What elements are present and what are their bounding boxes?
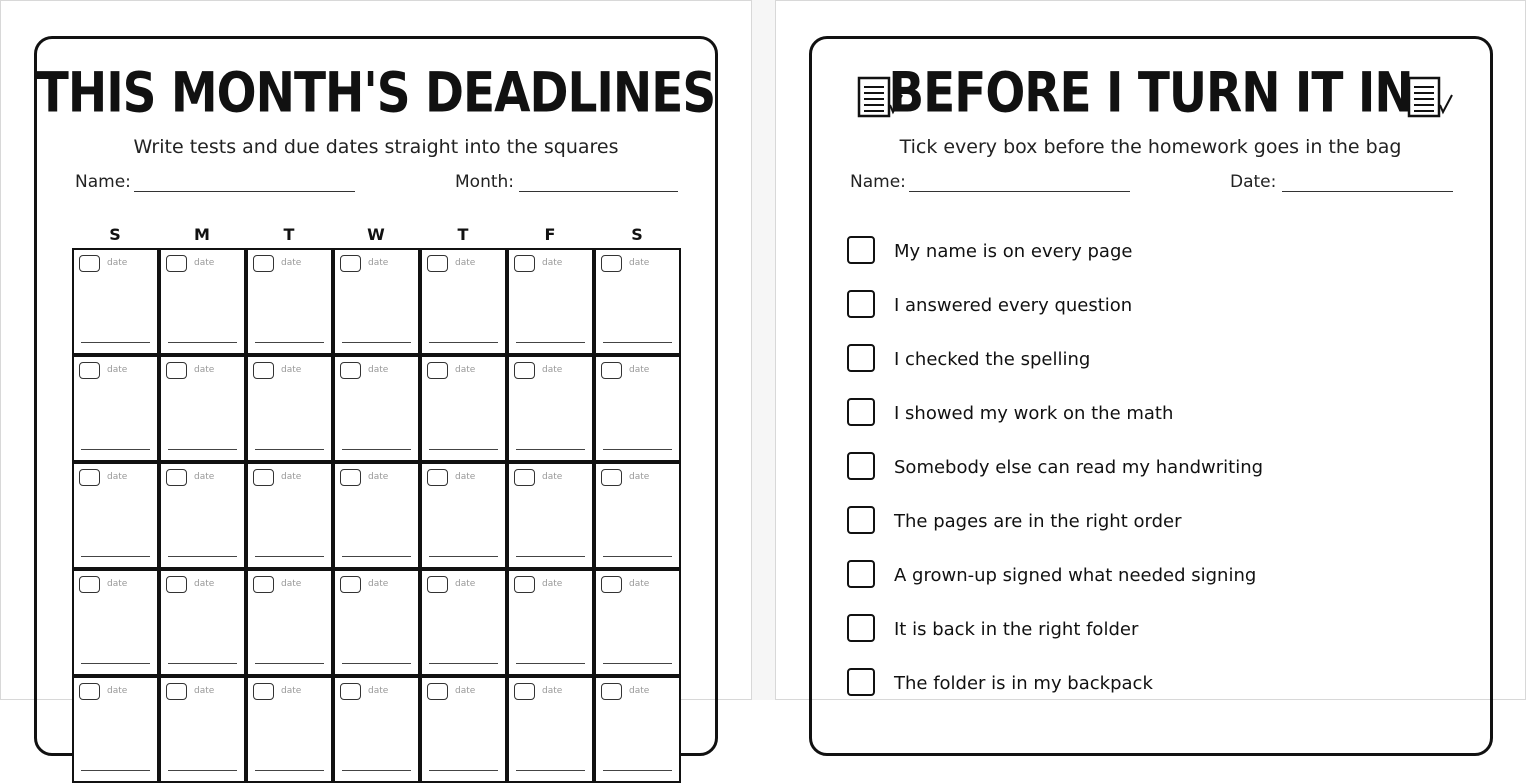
date-placeholder: date <box>107 365 128 375</box>
weekday-label: T <box>283 225 295 244</box>
calendar-cell[interactable] <box>594 462 681 569</box>
date-placeholder: date <box>107 472 128 482</box>
cell-writing-line <box>342 770 411 771</box>
calendar-cell[interactable] <box>72 248 159 355</box>
cell-writing-line <box>255 342 324 343</box>
date-box[interactable] <box>514 469 535 486</box>
calendar-cell[interactable] <box>420 569 507 676</box>
weekday-label: M <box>194 225 210 244</box>
date-box[interactable] <box>514 576 535 593</box>
cell-writing-line <box>342 663 411 664</box>
weekday-label: S <box>109 225 121 244</box>
cell-writing-line <box>516 770 585 771</box>
date-placeholder: date <box>281 472 302 482</box>
calendar-cell[interactable] <box>246 248 333 355</box>
date-box[interactable] <box>427 469 448 486</box>
date-placeholder: date <box>281 579 302 589</box>
checklist-item-label: Somebody else can read my handwriting <box>894 457 1264 478</box>
weekday-label: T <box>457 225 469 244</box>
calendar-cell[interactable] <box>333 355 420 462</box>
date-box[interactable] <box>340 255 361 272</box>
date-box[interactable] <box>166 576 187 593</box>
date-box[interactable] <box>253 683 274 700</box>
cell-writing-line <box>429 556 498 557</box>
calendar-cell[interactable] <box>333 676 420 783</box>
cell-writing-line <box>603 342 672 343</box>
name-label: Name: <box>850 172 906 192</box>
weekday-label: S <box>631 225 643 244</box>
calendar-cell[interactable] <box>594 676 681 783</box>
calendar-cell[interactable] <box>594 355 681 462</box>
date-label: Date: <box>1230 172 1277 192</box>
calendar-cell[interactable] <box>420 248 507 355</box>
name-line[interactable] <box>134 191 355 192</box>
calendar-cell[interactable] <box>507 569 594 676</box>
cell-writing-line <box>603 663 672 664</box>
date-box[interactable] <box>166 469 187 486</box>
calendar-cell[interactable] <box>246 462 333 569</box>
date-box[interactable] <box>79 362 100 379</box>
checkbox[interactable] <box>847 236 875 264</box>
checklist-subtitle: Tick every box before the homework goes in the bag <box>899 136 1402 158</box>
date-box[interactable] <box>601 576 622 593</box>
cell-writing-line <box>168 449 237 450</box>
date-placeholder: date <box>107 258 128 268</box>
name-line[interactable] <box>909 191 1130 192</box>
cell-writing-line <box>516 663 585 664</box>
calendar-cell[interactable] <box>420 355 507 462</box>
month-label: Month: <box>455 172 515 192</box>
calendar-cell[interactable] <box>159 462 246 569</box>
date-placeholder: date <box>194 579 215 589</box>
date-placeholder: date <box>368 258 389 268</box>
calendar-cell[interactable] <box>420 462 507 569</box>
cell-writing-line <box>516 556 585 557</box>
date-placeholder: date <box>368 579 389 589</box>
cell-writing-line <box>255 770 324 771</box>
calendar-cell[interactable] <box>72 355 159 462</box>
checklist-item-label: A grown-up signed what needed signing <box>894 565 1257 586</box>
checklist-item-label: I checked the spelling <box>894 349 1091 370</box>
calendar-cell[interactable] <box>507 355 594 462</box>
date-box[interactable] <box>514 362 535 379</box>
calendar-cell[interactable] <box>594 569 681 676</box>
date-placeholder: date <box>629 579 650 589</box>
calendar-cell[interactable] <box>507 462 594 569</box>
date-placeholder: date <box>629 686 650 696</box>
cell-writing-line <box>81 663 150 664</box>
date-placeholder: date <box>542 686 563 696</box>
calendar-cell[interactable] <box>159 248 246 355</box>
cell-writing-line <box>429 342 498 343</box>
date-placeholder: date <box>542 258 563 268</box>
date-box[interactable] <box>427 362 448 379</box>
cell-writing-line <box>255 663 324 664</box>
calendar-cell[interactable] <box>246 676 333 783</box>
date-placeholder: date <box>455 686 476 696</box>
calendar-cell[interactable] <box>420 676 507 783</box>
calendar-cell[interactable] <box>333 462 420 569</box>
date-placeholder: date <box>194 686 215 696</box>
date-placeholder: date <box>629 472 650 482</box>
checkbox[interactable] <box>847 668 875 696</box>
date-box[interactable] <box>253 362 274 379</box>
cell-writing-line <box>342 556 411 557</box>
checklist-title: BEFORE I TURN IT IN <box>888 61 1413 126</box>
checklist-item-label: The pages are in the right order <box>894 511 1182 532</box>
checklist-sheet <box>775 0 1526 700</box>
date-placeholder: date <box>542 472 563 482</box>
date-box[interactable] <box>427 576 448 593</box>
calendar-cell[interactable] <box>246 355 333 462</box>
date-placeholder: date <box>281 686 302 696</box>
date-placeholder: date <box>455 365 476 375</box>
cell-writing-line <box>603 770 672 771</box>
checklist-item-label: The folder is in my backpack <box>894 673 1153 694</box>
calendar-cell[interactable] <box>333 248 420 355</box>
checkbox[interactable] <box>847 614 875 642</box>
checkbox[interactable] <box>847 290 875 318</box>
checkbox[interactable] <box>847 560 875 588</box>
cell-writing-line <box>81 449 150 450</box>
date-box[interactable] <box>79 469 100 486</box>
date-placeholder: date <box>629 365 650 375</box>
page-gutter <box>752 0 775 700</box>
date-placeholder: date <box>281 365 302 375</box>
checklist-item-label: My name is on every page <box>894 241 1133 262</box>
calendar-cell[interactable] <box>159 676 246 783</box>
deadlines-sheet <box>0 0 752 700</box>
cell-writing-line <box>429 449 498 450</box>
cell-writing-line <box>81 770 150 771</box>
cell-writing-line <box>516 342 585 343</box>
date-box[interactable] <box>601 469 622 486</box>
calendar-cell[interactable] <box>72 569 159 676</box>
calendar-cell[interactable] <box>507 676 594 783</box>
cell-writing-line <box>255 556 324 557</box>
date-placeholder: date <box>368 365 389 375</box>
cell-writing-line <box>342 449 411 450</box>
checklist-item-label: I answered every question <box>894 295 1133 316</box>
date-placeholder: date <box>368 686 389 696</box>
date-box[interactable] <box>514 255 535 272</box>
date-box[interactable] <box>601 683 622 700</box>
calendar-cell[interactable] <box>246 569 333 676</box>
date-placeholder: date <box>107 686 128 696</box>
cell-writing-line <box>342 342 411 343</box>
date-box[interactable] <box>166 255 187 272</box>
date-placeholder: date <box>455 258 476 268</box>
date-box[interactable] <box>340 576 361 593</box>
date-box[interactable] <box>514 683 535 700</box>
month-line[interactable] <box>519 191 678 192</box>
date-box[interactable] <box>166 362 187 379</box>
date-placeholder: date <box>542 365 563 375</box>
cell-writing-line <box>603 449 672 450</box>
date-box[interactable] <box>340 469 361 486</box>
cell-writing-line <box>168 556 237 557</box>
date-placeholder: date <box>368 472 389 482</box>
date-box[interactable] <box>601 362 622 379</box>
name-label: Name: <box>75 172 131 192</box>
cell-writing-line <box>168 342 237 343</box>
date-box[interactable] <box>253 576 274 593</box>
cell-writing-line <box>81 556 150 557</box>
date-box[interactable] <box>427 255 448 272</box>
date-placeholder: date <box>281 258 302 268</box>
cell-writing-line <box>516 449 585 450</box>
weekday-label: F <box>544 225 556 244</box>
cell-writing-line <box>255 449 324 450</box>
checkbox[interactable] <box>847 398 875 426</box>
date-box[interactable] <box>340 362 361 379</box>
date-placeholder: date <box>194 258 215 268</box>
date-placeholder: date <box>194 472 215 482</box>
calendar-cell[interactable] <box>72 462 159 569</box>
date-box[interactable] <box>79 255 100 272</box>
checkbox[interactable] <box>847 452 875 480</box>
calendar-cell[interactable] <box>594 248 681 355</box>
date-placeholder: date <box>542 579 563 589</box>
date-box[interactable] <box>601 255 622 272</box>
checkbox[interactable] <box>847 506 875 534</box>
calendar-cell[interactable] <box>507 248 594 355</box>
date-placeholder: date <box>194 365 215 375</box>
date-box[interactable] <box>253 255 274 272</box>
date-box[interactable] <box>253 469 274 486</box>
weekday-label: W <box>367 225 385 244</box>
date-placeholder: date <box>107 579 128 589</box>
calendar-cell[interactable] <box>159 355 246 462</box>
cell-writing-line <box>603 556 672 557</box>
date-box[interactable] <box>79 576 100 593</box>
date-box[interactable] <box>79 683 100 700</box>
deadlines-subtitle: Write tests and due dates straight into the squares <box>133 136 619 158</box>
date-line[interactable] <box>1282 191 1453 192</box>
cell-writing-line <box>168 770 237 771</box>
cell-writing-line <box>168 663 237 664</box>
cell-writing-line <box>81 342 150 343</box>
cell-writing-line <box>429 663 498 664</box>
checkbox[interactable] <box>847 344 875 372</box>
date-box[interactable] <box>427 683 448 700</box>
calendar-cell[interactable] <box>333 569 420 676</box>
deadlines-title: THIS MONTH'S DEADLINES <box>36 61 716 126</box>
cell-writing-line <box>429 770 498 771</box>
checklist-item-label: I showed my work on the math <box>894 403 1174 424</box>
calendar-cell[interactable] <box>72 676 159 783</box>
checklist-item-label: It is back in the right folder <box>894 619 1139 640</box>
date-box[interactable] <box>166 683 187 700</box>
date-placeholder: date <box>629 258 650 268</box>
calendar-cell[interactable] <box>159 569 246 676</box>
date-placeholder: date <box>455 579 476 589</box>
date-placeholder: date <box>455 472 476 482</box>
date-box[interactable] <box>340 683 361 700</box>
